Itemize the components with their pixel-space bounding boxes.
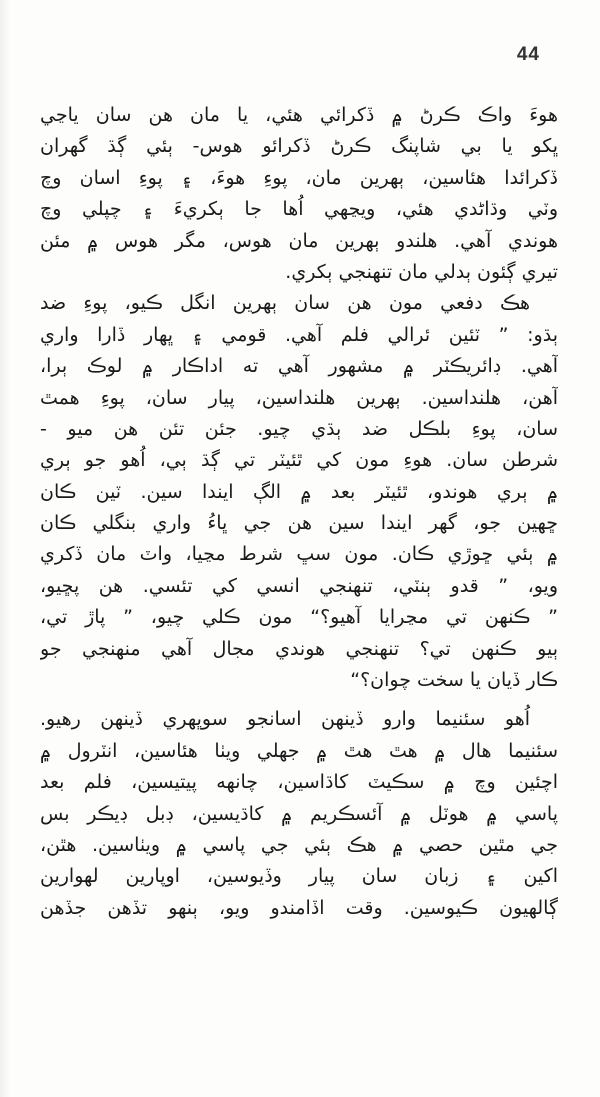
text-line: هڪ دفعي مون هن سان ٻهرين انگل ڪيو، پوءِ ضد (40, 292, 530, 315)
paragraph-1 (40, 100, 558, 288)
text-line: سئنيما هال ۾ هٿ هٿ ۾ جهلي ويٺا هئاسين، انٽرول ۾ (40, 739, 558, 762)
paragraph-3 (40, 704, 558, 924)
text-line: اُهو سئنيما وارو ڏينهن اسانجو سوڀهري ڏينهن رهيو. (40, 708, 530, 731)
text-line: اچئين وچ ۾ سڪيٽ کاڌاسين، چانهه پيتيسين، فلم بعد (40, 771, 558, 794)
text-line: شرطن سان. هوءِ مون کي ٿئيٽر تي ڳڌ ٻي، اُهو جو ٻري (40, 449, 558, 472)
text-line: هوءَ واڪ ڪرڻ ۾ ڏکرائي هئي، يا مان هن سان ياڃي (40, 104, 558, 126)
text-line: ٻيو ڪنهن تي؟ تنهنجي هوندي مجال آهي منهنجي جو (40, 637, 558, 660)
page-number: 44 (516, 44, 540, 65)
text-line: ڀکو يا بي شاپنگ ڪرڻ ڏکرائو هوس- ٻئي ڳڌ گهران (40, 135, 558, 158)
text-line: آهن، هلنداسين. ٻهرين هلنداسين، پيار سان، پوءِ همٿ (40, 386, 558, 409)
text-line: جي مٿين حصي ۾ هڪ ٻئي جي پاسي ۾ ويٺاسين. هٿن، (40, 833, 558, 856)
text-line: آهي. ڊائريڪٽر ۾ مشهور آهي ته اداڪار ۾ لوڪ ٻرا، (40, 355, 558, 378)
text-line: ويو، ” قدو ٻنٽي، تنهنجي انسي کي تئسي. هن پڇيو، (40, 574, 558, 597)
text-line: اکين ۽ زبان سان پيار وڏيوسين، اوپارين لهوارين (40, 865, 558, 888)
text-line: ۾ ٻري هوندو، ٿئيٽر بعد ۾ الڳ ايندا سين. ٽين ڪان (40, 480, 558, 503)
body-text (40, 100, 558, 924)
paragraph-2 (40, 288, 558, 696)
text-line: ڳالهيون ڪيوسين. وقت اڏامندو ويو، ٻنهو تڏهن جڏهن (40, 896, 558, 919)
text-line: ڏکرائدا هئاسين، ٻهرين مان، پوءِ هوءَ، ۽ پوءِ اسان وچ (40, 166, 558, 189)
text-line: سان، پوءِ بلڪل ضد ٻڌي چيو. جئن تئن هن ميو - (40, 417, 558, 440)
text-line: پاسي ۾ هوٽل ۾ آئسڪريم ۾ کاڌيسين، ڊبل ڊيڪر بس (40, 802, 558, 825)
text-line: ” ڪنهن تي مڃرايا آهيو؟“ مون ڪلي چيو، ” پاڙ تي، (40, 606, 558, 629)
text-line: ڪار ڏيان يا سخت چوان؟“ (350, 669, 558, 692)
text-line: ۾ ٻئي ڇوڙي ڪان. مون سڀ شرط مڃيا، واٽ مان ڏکري (40, 543, 558, 566)
text-line: هوندي آهي. هلندو ٻهرين مان هوس، مگر هوس ۾ مئن (40, 229, 558, 252)
text-line: تيري ڳئون ٻدلي مان تنهنجي ٻکري. (285, 260, 558, 283)
text-line: ڇهين جو، گهر ايندا سين هن جي ڀاءُ واري بنگلي ڪان (40, 512, 558, 535)
text-line: ٻڌو: ” ٽئين ئرالي فلم آهي. قومي ۽ ڀهار ڏارا واري (40, 323, 558, 346)
paragraph-gap (40, 696, 558, 704)
text-line: وٽي وڌاڻدي هئي، ويڃهي اُها جا ٻکريءَ ۽ چپلي وچ (40, 198, 558, 221)
